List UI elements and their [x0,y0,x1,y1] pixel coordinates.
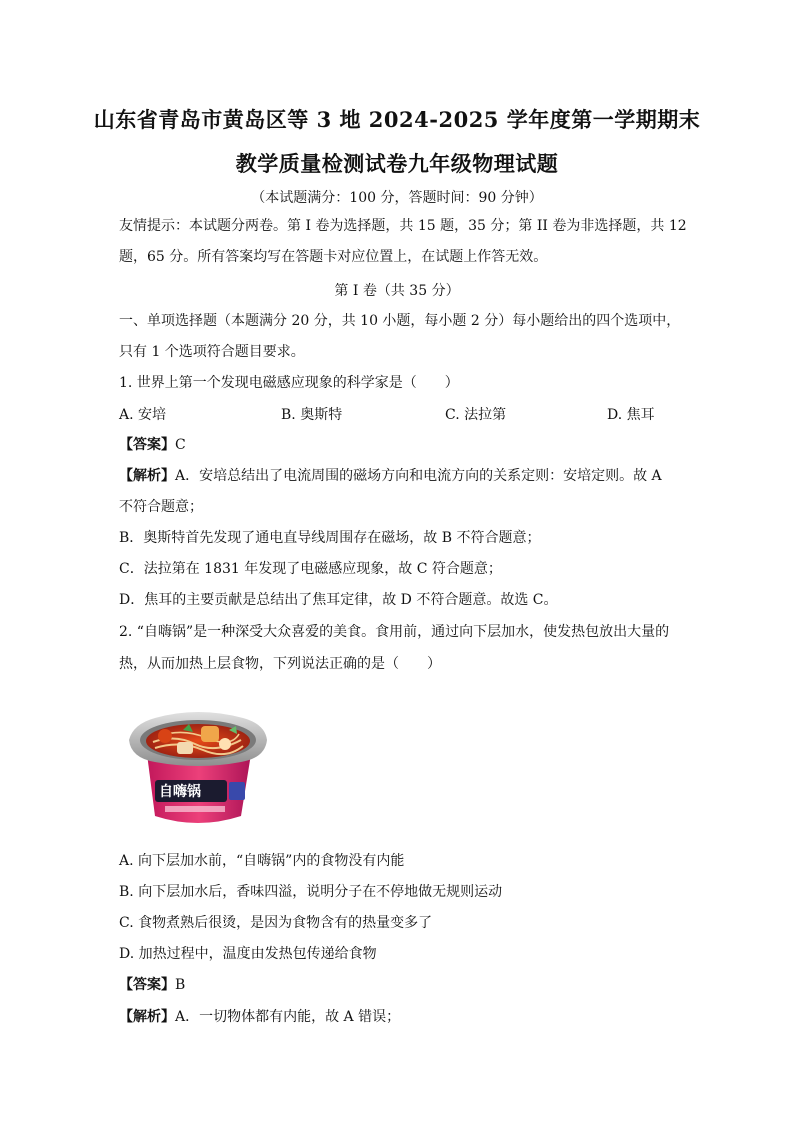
q1-option-c: C. 法拉第 [445,407,507,423]
q1-stem: 1. 世界上第一个发现电磁感应现象的科学家是（ ） [119,375,459,391]
q1-analysis-text1: A．安培总结出了电流周围的磁场方向和电流方向的关系定则：安培定则。故 A [175,468,662,484]
q1-answer: C [175,437,186,453]
cup-brand-label: 自嗨锅 [159,784,201,800]
part-title-line1: 一、单项选择题（本题满分 20 分，共 10 小题，每小题 2 分）每小题给出的四个选项中， [119,313,681,329]
q1-option-b: B. 奥斯特 [281,407,343,423]
notice-line2: 题，65 分。所有答案均写在答题卡对应位置上，在试题上作答无效。 [119,249,548,265]
exam-info: （本试题满分：100 分，答题时间：90 分钟） [251,190,543,206]
q1-analysis-line5: D．焦耳的主要贡献是总结出了焦耳定律，故 D 不符合题意。故选 C。 [119,592,558,608]
q2-stem-line2: 热，从而加热上层食物，下列说法正确的是（ ） [119,656,441,672]
q1-analysis-line4: C．法拉第在 1831 年发现了电磁感应现象，故 C 符合题意； [119,561,502,577]
q2-option-a: A. 向下层加水前，“自嗨锅”内的食物没有内能 [119,853,405,869]
q1-analysis-line2: 不符合题意； [119,499,203,515]
q2-answer-line [119,975,679,995]
q1-answer-line [119,435,679,455]
q2-stem-line1: 2. “自嗨锅”是一种深受大众喜爱的美食。食用前，通过向下层加水，使发热包放出大量的 [119,624,670,640]
exam-title-line2: 教学质量检测试卷九年级物理试题 [235,151,559,176]
q2-answer-tag: 【答案】 [119,977,175,993]
q2-analysis-line1 [119,1007,679,1027]
q2-option-d: D. 加热过程中，温度由发热包传递给食物 [119,946,377,962]
q2-answer: B [175,977,186,993]
q2-analysis-tag: 【解析】 [119,1009,175,1025]
q1-option-a: A. 安培 [119,407,167,423]
q2-option-c: C. 食物煮熟后很烫，是因为食物含有的热量变多了 [119,915,433,931]
q2-option-b: B. 向下层加水后，香味四溢，说明分子在不停地做无规则运动 [119,884,503,900]
q1-analysis-tag: 【解析】 [119,468,175,484]
q2-analysis-text1: A．一切物体都有内能，故 A 错误； [175,1009,401,1025]
self-heating-hotpot-image [125,696,271,830]
notice-line1: 友情提示：本试题分两卷。第 I 卷为选择题，共 15 题，35 分；第 II 卷为非选择题，共 12 [119,218,687,234]
q1-option-d: D. 焦耳 [607,407,655,423]
q1-analysis-line1 [119,466,679,486]
exam-title-line1: 山东省青岛市黄岛区等 3 地 2024-2025 学年度第一学期期末 [93,107,701,132]
part-title-line2: 只有 1 个选项符合题目要求。 [119,344,305,360]
q1-answer-tag: 【答案】 [119,437,175,453]
volume-title: 第 I 卷（共 35 分） [334,283,460,299]
q1-analysis-line3: B．奥斯特首先发现了通电直导线周围存在磁场，故 B 不符合题意； [119,530,541,546]
